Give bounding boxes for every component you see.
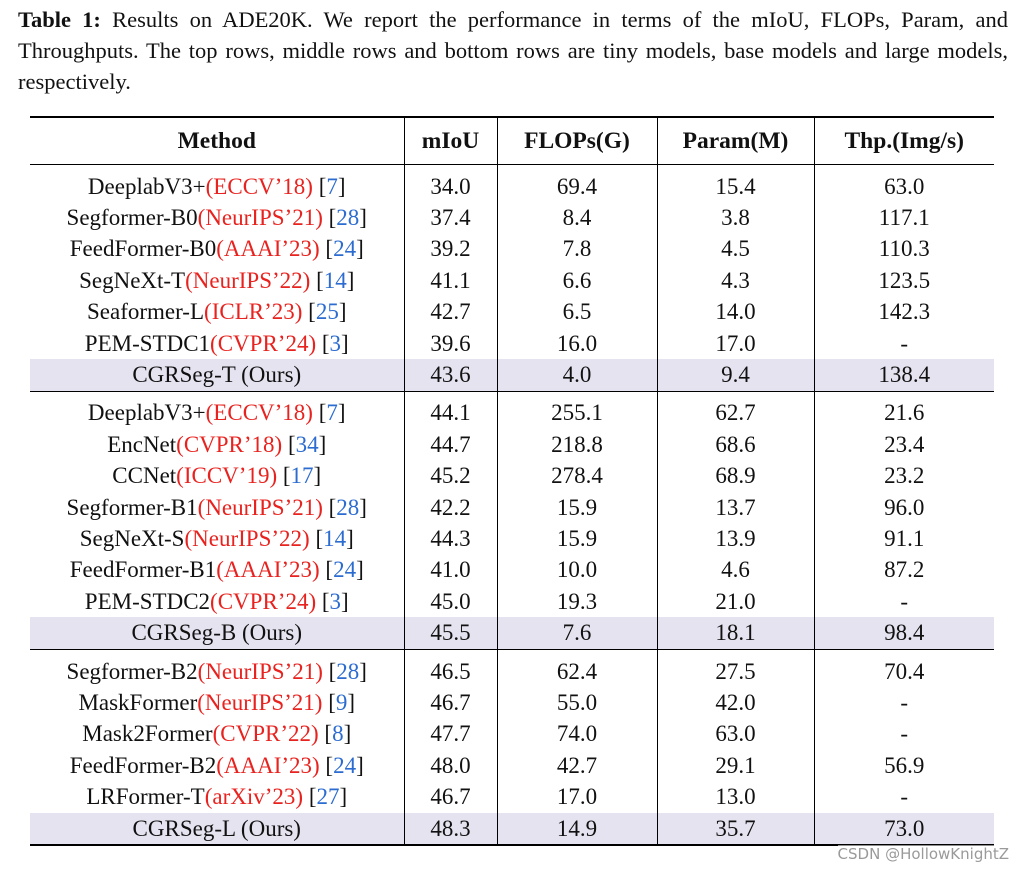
ref-bracket: ] <box>343 721 352 747</box>
param-cell: 29.1 <box>657 750 814 781</box>
param-cell: 42.0 <box>657 687 814 718</box>
table-row <box>30 523 994 554</box>
flops-cell: 255.1 <box>497 391 657 429</box>
reference-link: 14 <box>323 525 347 551</box>
method-name: FeedFormer-B1 <box>69 557 217 583</box>
venue-label: (NeurIPS’21) <box>197 205 323 231</box>
table-row <box>30 719 994 750</box>
method-name: DeeplabV3+ <box>87 173 206 199</box>
reference-link: 25 <box>315 299 339 325</box>
param-cell: 9.4 <box>657 359 814 391</box>
flops-cell: 17.0 <box>497 781 657 812</box>
flops-cell: 69.4 <box>497 165 657 203</box>
param-cell: 17.0 <box>657 328 814 359</box>
ref-bracket: ] <box>359 494 367 520</box>
reference-link: 24 <box>333 236 357 262</box>
reference-link: 14 <box>323 267 347 293</box>
flops-cell: 16.0 <box>497 328 657 359</box>
method-cell <box>30 234 404 265</box>
ref-bracket: ] <box>338 299 347 325</box>
method-cell <box>30 391 404 429</box>
ours-row <box>30 813 994 845</box>
method-cell <box>30 165 404 203</box>
venue-label: (AAAI’23) <box>216 236 320 262</box>
param-cell: 4.6 <box>657 555 814 586</box>
table-row <box>30 781 994 812</box>
ref-bracket: [ <box>328 658 337 684</box>
param-cell: 4.5 <box>657 234 814 265</box>
reference-link: 7 <box>326 173 338 199</box>
method-cell <box>30 461 404 492</box>
table-body <box>30 165 994 846</box>
venue-label: (NeurIPS’22) <box>184 525 310 551</box>
miou-cell: 39.2 <box>404 234 497 265</box>
param-cell: 68.6 <box>657 429 814 460</box>
miou-cell: 46.5 <box>404 649 497 687</box>
ref-bracket: ] <box>313 463 322 489</box>
miou-cell: 45.0 <box>404 586 497 617</box>
header-row <box>30 117 994 165</box>
method-cell <box>30 586 404 617</box>
flops-cell: 278.4 <box>497 461 657 492</box>
throughput-cell: 21.6 <box>814 391 994 429</box>
reference-link: 24 <box>333 557 357 583</box>
caption-text: Results on ADE20K. We report the performance in terms of the mIoU, FLOPs, Param, and Throughputs. The top rows, middle rows and bottom rows are tiny models, base models and large models, respectively. <box>18 7 1008 94</box>
throughput-cell: 98.4 <box>814 617 994 649</box>
table-caption <box>18 4 1008 97</box>
param-cell: 13.0 <box>657 781 814 812</box>
param-cell: 27.5 <box>657 649 814 687</box>
method-name: Mask2Former <box>82 721 213 747</box>
method-name: Segformer-B2 <box>66 658 198 684</box>
method-name: Segformer-B1 <box>66 494 198 520</box>
ref-bracket: ] <box>337 173 346 199</box>
reference-link: 28 <box>336 494 360 520</box>
method-name: MaskFormer <box>78 689 198 715</box>
method-name: CCNet <box>112 463 177 489</box>
throughput-cell: 87.2 <box>814 555 994 586</box>
miou-cell: 42.2 <box>404 492 497 523</box>
throughput-cell: 117.1 <box>814 202 994 233</box>
header-miou: mIoU <box>404 117 497 165</box>
ref-bracket: ] <box>341 588 349 614</box>
table-row <box>30 750 994 781</box>
table-row <box>30 265 994 296</box>
flops-cell: 218.8 <box>497 429 657 460</box>
throughput-cell: - <box>814 781 994 812</box>
header-param: Param(M) <box>657 117 814 165</box>
table-row <box>30 687 994 718</box>
reference-link: 3 <box>329 330 342 356</box>
miou-cell: 44.1 <box>404 391 497 429</box>
reference-link: 17 <box>290 463 314 489</box>
flops-cell: 55.0 <box>497 687 657 718</box>
method-name: DeeplabV3+ <box>87 400 206 426</box>
table-row <box>30 492 994 523</box>
table-row <box>30 202 994 233</box>
ref-bracket: [ <box>287 431 296 457</box>
miou-cell: 45.2 <box>404 461 497 492</box>
miou-cell: 43.6 <box>404 359 497 391</box>
ref-bracket: [ <box>318 173 327 199</box>
ref-bracket: [ <box>328 494 337 520</box>
venue-label: (ICLR’23) <box>204 299 303 325</box>
method-cell <box>30 687 404 718</box>
miou-cell: 39.6 <box>404 328 497 359</box>
method-cell <box>30 649 404 687</box>
method-cell <box>30 297 404 328</box>
miou-cell: 44.7 <box>404 429 497 460</box>
flops-cell: 74.0 <box>497 719 657 750</box>
method-cell <box>30 750 404 781</box>
ref-bracket: [ <box>328 689 336 715</box>
method-cell: CGRSeg-B (Ours) <box>30 617 404 649</box>
ours-row <box>30 617 994 649</box>
param-cell: 13.9 <box>657 523 814 554</box>
ref-bracket: [ <box>308 784 317 810</box>
method-cell <box>30 555 404 586</box>
ref-bracket: ] <box>346 267 355 293</box>
method-cell <box>30 202 404 233</box>
throughput-cell: - <box>814 328 994 359</box>
param-cell: 35.7 <box>657 813 814 845</box>
ref-bracket: ] <box>318 431 327 457</box>
method-name: PEM-STDC1 <box>84 330 211 356</box>
reference-link: 3 <box>329 588 342 614</box>
ref-bracket: [ <box>308 299 316 325</box>
venue-label: (ECCV’18) <box>205 400 313 426</box>
miou-cell: 46.7 <box>404 781 497 812</box>
results-table <box>30 116 994 846</box>
method-cell <box>30 492 404 523</box>
reference-link: 34 <box>295 431 319 457</box>
reference-link: 8 <box>332 721 344 747</box>
ref-bracket: [ <box>321 330 330 356</box>
venue-label: (CVPR’18) <box>176 431 283 457</box>
venue-label: (CVPR’24) <box>210 330 317 356</box>
venue-label: (NeurIPS’21) <box>197 689 323 715</box>
throughput-cell: 70.4 <box>814 649 994 687</box>
miou-cell: 48.0 <box>404 750 497 781</box>
method-name: FeedFormer-B2 <box>69 752 217 778</box>
miou-cell: 41.1 <box>404 265 497 296</box>
venue-label: (CVPR’22) <box>212 721 319 747</box>
venue-label: (ECCV’18) <box>205 173 313 199</box>
miou-cell: 37.4 <box>404 202 497 233</box>
throughput-cell: 56.9 <box>814 750 994 781</box>
method-cell <box>30 328 404 359</box>
flops-cell: 8.4 <box>497 202 657 233</box>
table-row <box>30 328 994 359</box>
miou-cell: 45.5 <box>404 617 497 649</box>
miou-cell: 47.7 <box>404 719 497 750</box>
ref-bracket: ] <box>339 784 348 810</box>
venue-label: (arXiv’23) <box>204 784 304 810</box>
method-cell <box>30 429 404 460</box>
venue-label: (CVPR’24) <box>210 588 317 614</box>
throughput-cell: 110.3 <box>814 234 994 265</box>
ref-bracket: [ <box>318 400 327 426</box>
throughput-cell: - <box>814 687 994 718</box>
ref-bracket: ] <box>356 236 364 262</box>
param-cell: 3.8 <box>657 202 814 233</box>
flops-cell: 7.8 <box>497 234 657 265</box>
method-name: EncNet <box>107 431 177 457</box>
flops-cell: 42.7 <box>497 750 657 781</box>
flops-cell: 6.5 <box>497 297 657 328</box>
flops-cell: 15.9 <box>497 523 657 554</box>
param-cell: 68.9 <box>657 461 814 492</box>
miou-cell: 41.0 <box>404 555 497 586</box>
throughput-cell: 142.3 <box>814 297 994 328</box>
method-name: SegNeXt-S <box>79 525 185 551</box>
flops-cell: 6.6 <box>497 265 657 296</box>
param-cell: 15.4 <box>657 165 814 203</box>
flops-cell: 62.4 <box>497 649 657 687</box>
ref-bracket: [ <box>282 463 291 489</box>
method-cell <box>30 719 404 750</box>
param-cell: 18.1 <box>657 617 814 649</box>
method-name: Seaformer-L <box>86 299 205 325</box>
flops-cell: 15.9 <box>497 492 657 523</box>
ours-row <box>30 359 994 391</box>
table-row <box>30 234 994 265</box>
ref-bracket: ] <box>346 525 354 551</box>
reference-link: 9 <box>335 689 348 715</box>
flops-cell: 19.3 <box>497 586 657 617</box>
miou-cell: 34.0 <box>404 165 497 203</box>
miou-cell: 42.7 <box>404 297 497 328</box>
param-cell: 13.7 <box>657 492 814 523</box>
ref-bracket: [ <box>325 557 334 583</box>
caption-label: Table 1: <box>18 7 101 32</box>
ref-bracket: [ <box>325 236 334 262</box>
param-cell: 63.0 <box>657 719 814 750</box>
throughput-cell: 91.1 <box>814 523 994 554</box>
method-cell: CGRSeg-L (Ours) <box>30 813 404 845</box>
ref-bracket: ] <box>347 689 356 715</box>
header-throughput: Thp.(Img/s) <box>814 117 994 165</box>
table-row <box>30 649 994 687</box>
miou-cell: 48.3 <box>404 813 497 845</box>
method-name: PEM-STDC2 <box>84 588 211 614</box>
reference-link: 28 <box>336 658 360 684</box>
throughput-cell: - <box>814 719 994 750</box>
flops-cell: 4.0 <box>497 359 657 391</box>
ref-bracket: [ <box>321 588 330 614</box>
header-method: Method <box>30 117 404 165</box>
param-cell: 21.0 <box>657 586 814 617</box>
ref-bracket: [ <box>315 525 324 551</box>
ref-bracket: [ <box>328 205 337 231</box>
watermark: CSDN @HollowKnightZ <box>837 845 1009 863</box>
method-cell: CGRSeg-T (Ours) <box>30 359 404 391</box>
throughput-cell: 23.2 <box>814 461 994 492</box>
reference-link: 7 <box>326 400 338 426</box>
throughput-cell: 63.0 <box>814 165 994 203</box>
ref-bracket: [ <box>324 721 333 747</box>
method-name: LRFormer-T <box>86 784 205 810</box>
method-name: FeedFormer-B0 <box>69 236 217 262</box>
venue-label: (ICCV’19) <box>176 463 278 489</box>
ref-bracket: ] <box>359 205 367 231</box>
venue-label: (AAAI’23) <box>216 752 320 778</box>
venue-label: (NeurIPS’22) <box>185 267 311 293</box>
venue-label: (NeurIPS’21) <box>197 658 323 684</box>
flops-cell: 14.9 <box>497 813 657 845</box>
param-cell: 4.3 <box>657 265 814 296</box>
flops-cell: 7.6 <box>497 617 657 649</box>
table-row <box>30 297 994 328</box>
reference-link: 28 <box>336 205 360 231</box>
throughput-cell: 96.0 <box>814 492 994 523</box>
ref-bracket: ] <box>356 557 364 583</box>
throughput-cell: 73.0 <box>814 813 994 845</box>
table-row <box>30 586 994 617</box>
ref-bracket: [ <box>325 752 334 778</box>
table-row <box>30 429 994 460</box>
ref-bracket: [ <box>316 267 324 293</box>
throughput-cell: 23.4 <box>814 429 994 460</box>
miou-cell: 46.7 <box>404 687 497 718</box>
method-cell <box>30 781 404 812</box>
method-cell <box>30 523 404 554</box>
reference-link: 24 <box>333 752 357 778</box>
table-row <box>30 391 994 429</box>
throughput-cell: 123.5 <box>814 265 994 296</box>
ref-bracket: ] <box>356 752 364 778</box>
param-cell: 62.7 <box>657 391 814 429</box>
flops-cell: 10.0 <box>497 555 657 586</box>
throughput-cell: - <box>814 586 994 617</box>
reference-link: 27 <box>316 784 340 810</box>
header-flops: FLOPs(G) <box>497 117 657 165</box>
method-cell <box>30 265 404 296</box>
venue-label: (AAAI’23) <box>216 557 320 583</box>
param-cell: 14.0 <box>657 297 814 328</box>
miou-cell: 44.3 <box>404 523 497 554</box>
method-name: Segformer-B0 <box>66 205 198 231</box>
ref-bracket: ] <box>341 330 349 356</box>
method-name: SegNeXt-T <box>79 267 186 293</box>
venue-label: (NeurIPS’21) <box>197 494 323 520</box>
throughput-cell: 138.4 <box>814 359 994 391</box>
ref-bracket: ] <box>359 658 367 684</box>
table-row <box>30 165 994 203</box>
table-row <box>30 555 994 586</box>
table-row <box>30 461 994 492</box>
ref-bracket: ] <box>337 400 346 426</box>
